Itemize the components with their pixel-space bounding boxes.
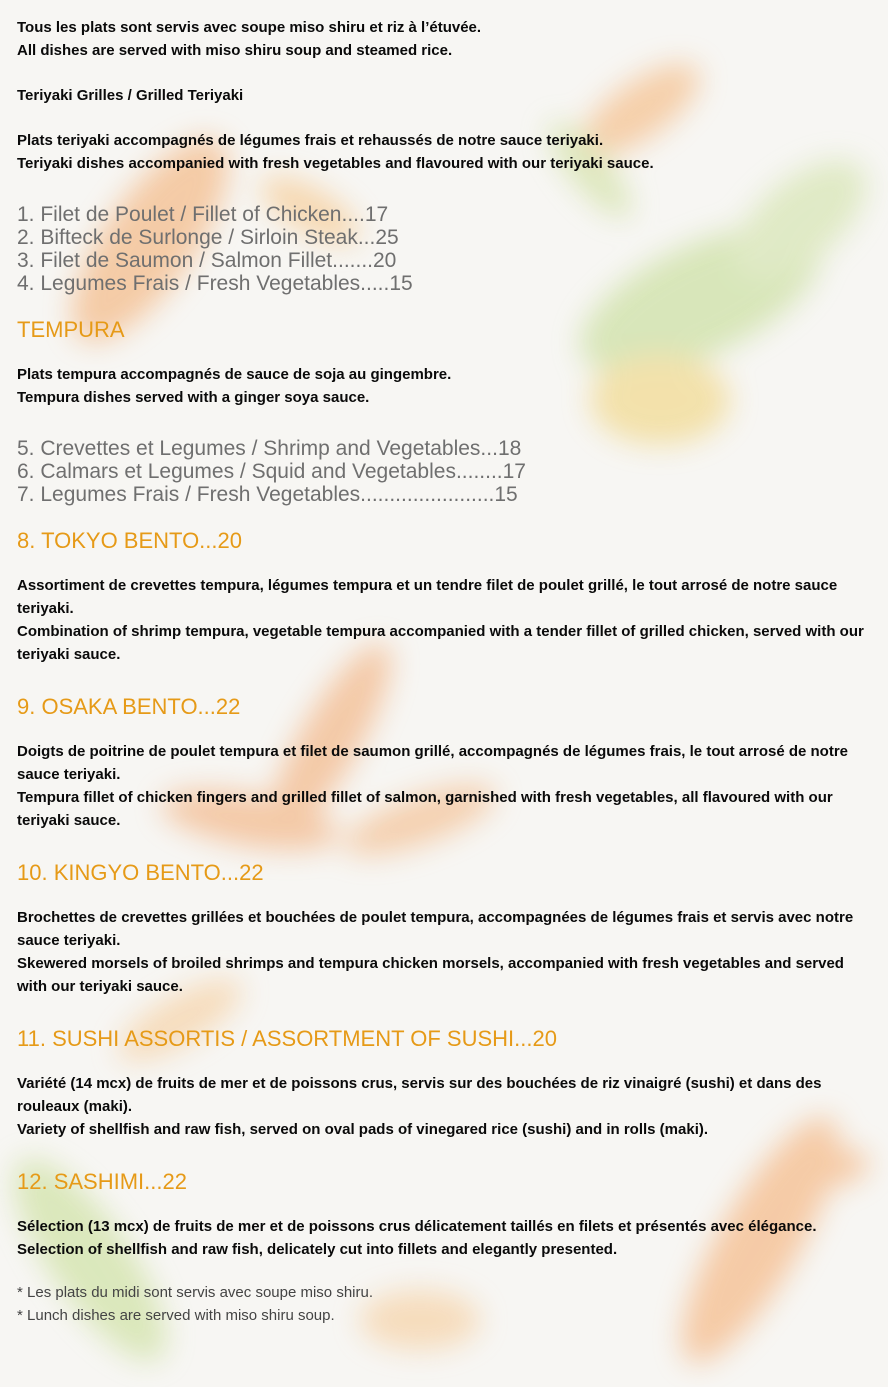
teriyaki-desc-fr: Plats teriyaki accompagnés de légumes frais et rehaussés de notre sauce teriyaki. bbox=[17, 132, 604, 149]
osaka-bento-desc-fr: Doigts de poitrine de poulet tempura et filet de saumon grillé, accompagnés de légumes frais, le tout arrosé de notre sauce teriyaki. bbox=[17, 743, 849, 783]
menu-item: 7. Legumes Frais / Fresh Vegetables.......................15 bbox=[17, 483, 518, 506]
menu-item: 6. Calmars et Legumes / Squid and Vegetables........17 bbox=[17, 460, 526, 483]
tempura-heading: TEMPURA bbox=[17, 317, 125, 342]
sashimi-desc-en: Selection of shellfish and raw fish, delicately cut into fillets and elegantly presented. bbox=[17, 1241, 618, 1258]
lunch-note-en: * Lunch dishes are served with miso shiru soup. bbox=[17, 1307, 335, 1324]
intro-line-en: All dishes are served with miso shiru soup and steamed rice. bbox=[17, 42, 453, 59]
osaka-bento-desc-en: Tempura fillet of chicken fingers and grilled fillet of salmon, garnished with fresh vegetables, all flavoured with our teriyaki sauce. bbox=[17, 789, 833, 829]
tempura-desc-en: Tempura dishes served with a ginger soya sauce. bbox=[17, 389, 370, 406]
menu-item: 5. Crevettes et Legumes / Shrimp and Vegetables...18 bbox=[17, 437, 522, 460]
kingyo-bento-heading: 10. KINGYO BENTO...22 bbox=[17, 860, 264, 885]
teriyaki-desc-en: Teriyaki dishes accompanied with fresh vegetables and flavoured with our teriyaki sauce. bbox=[17, 155, 654, 172]
sushi-heading: 11. SUSHI ASSORTIS / ASSORTMENT OF SUSHI...20 bbox=[17, 1026, 557, 1051]
osaka-bento-heading: 9. OSAKA BENTO...22 bbox=[17, 694, 241, 719]
menu-item: 2. Bifteck de Surlonge / Sirloin Steak...25 bbox=[17, 226, 399, 249]
menu-item: 1. Filet de Poulet / Fillet of Chicken....17 bbox=[17, 203, 389, 226]
menu-item: 3. Filet de Saumon / Salmon Fillet.......20 bbox=[17, 249, 397, 272]
kingyo-bento-desc-fr: Brochettes de crevettes grillées et bouchées de poulet tempura, accompagnées de légumes frais et servis avec notre sauce teriyaki. bbox=[17, 909, 854, 949]
sushi-desc-fr: Variété (14 mcx) de fruits de mer et de poissons crus, servis sur des bouchées de riz vinaigré (sushi) et dans des rouleaux (maki). bbox=[17, 1075, 822, 1115]
tempura-desc-fr: Plats tempura accompagnés de sauce de soja au gingembre. bbox=[17, 366, 452, 383]
teriyaki-title: Teriyaki Grilles / Grilled Teriyaki bbox=[17, 87, 244, 104]
menu-item: 4. Legumes Frais / Fresh Vegetables.....15 bbox=[17, 272, 413, 295]
tokyo-bento-desc-en: Combination of shrimp tempura, vegetable tempura accompanied with a tender fillet of grilled chicken, served with our teriyaki sauce. bbox=[17, 623, 864, 663]
kingyo-bento-desc-en: Skewered morsels of broiled shrimps and tempura chicken morsels, accompanied with fresh vegetables and served with our teriyaki sauce. bbox=[17, 955, 844, 995]
intro-line-fr: Tous les plats sont servis avec soupe miso shiru et riz à l’étuvée. bbox=[17, 19, 482, 36]
sashimi-desc-fr: Sélection (13 mcx) de fruits de mer et de poissons crus délicatement taillés en filets et présentés avec élégance. bbox=[17, 1218, 817, 1235]
tokyo-bento-desc-fr: Assortiment de crevettes tempura, légumes tempura et un tendre filet de poulet grillé, le tout arrosé de notre sauce teriyaki. bbox=[17, 577, 838, 617]
sashimi-heading: 12. SASHIMI...22 bbox=[17, 1169, 187, 1194]
menu-content bbox=[17, 16, 867, 1327]
sushi-desc-en: Variety of shellfish and raw fish, served on oval pads of vinegared rice (sushi) and in rolls (maki). bbox=[17, 1121, 709, 1138]
lunch-note-fr: * Les plats du midi sont servis avec soupe miso shiru. bbox=[17, 1284, 373, 1301]
tokyo-bento-heading: 8. TOKYO BENTO...20 bbox=[17, 528, 242, 553]
